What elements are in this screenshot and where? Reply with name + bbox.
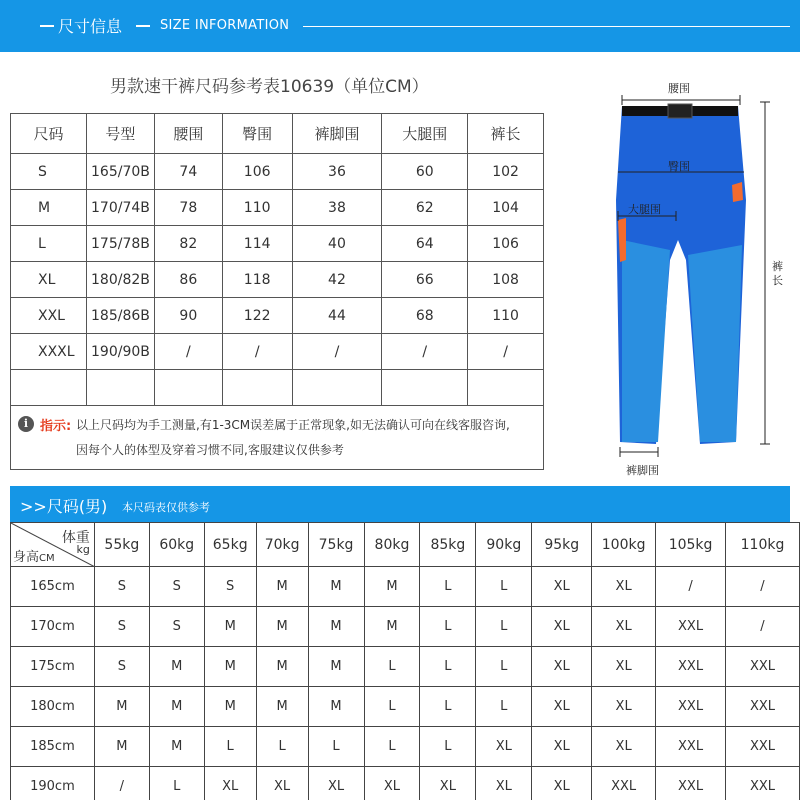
size-table-row — [11, 154, 544, 190]
weight-header: 100kg — [592, 523, 656, 567]
fit-size-cell: M — [94, 727, 149, 767]
length-label: 裤长 — [772, 260, 783, 287]
section-title: >>尺码(男) — [20, 497, 108, 516]
note-label: 指示: — [40, 419, 72, 434]
size-table-title: 男款速干裤尺码参考表10639（单位CM） — [110, 77, 429, 97]
size-table-cell: 108 — [468, 262, 544, 298]
size-table-header-row — [11, 114, 544, 154]
size-table-cell: 110 — [468, 298, 544, 334]
fit-size-cell: S — [94, 647, 149, 687]
fit-size-cell: XL — [532, 767, 592, 800]
fit-size-cell: M — [364, 567, 420, 607]
note-box — [10, 400, 544, 470]
size-table-cell: 40 — [292, 226, 382, 262]
size-table-header: 臀围 — [222, 114, 292, 154]
fit-size-cell: M — [364, 607, 420, 647]
fit-size-cell: M — [308, 687, 364, 727]
orange-accent-right — [732, 182, 743, 202]
fit-table-row — [11, 687, 800, 727]
fit-size-cell: S — [94, 607, 149, 647]
size-table-cell: XL — [11, 262, 87, 298]
fit-size-cell: L — [149, 767, 204, 800]
fit-size-cell: / — [656, 567, 726, 607]
weight-unit: kg — [76, 543, 90, 556]
size-table-cell: 102 — [468, 154, 544, 190]
fit-size-cell: L — [476, 607, 532, 647]
pants-illustration — [560, 70, 800, 480]
note-text-line2: 因每个人的体型及穿着习惯不同,客服建议仅供参考 — [76, 443, 344, 457]
size-table-cell: 62 — [382, 190, 468, 226]
fit-size-cell: XL — [476, 767, 532, 800]
size-table-cell: 122 — [222, 298, 292, 334]
size-table-cell: XXL — [11, 298, 87, 334]
fit-size-cell: M — [308, 607, 364, 647]
fit-size-cell: L — [476, 687, 532, 727]
fit-size-cell: L — [476, 567, 532, 607]
fit-size-cell: / — [726, 567, 800, 607]
weight-header: 55kg — [94, 523, 149, 567]
fit-size-cell: L — [256, 727, 308, 767]
fit-size-cell: L — [364, 687, 420, 727]
height-cell: 180cm — [11, 687, 95, 727]
header-dash-right — [136, 25, 150, 27]
height-cell: 175cm — [11, 647, 95, 687]
fit-size-cell: L — [420, 647, 476, 687]
size-table-cell: / — [382, 334, 468, 370]
size-table-cell: L — [11, 226, 87, 262]
size-table-cell: 82 — [154, 226, 222, 262]
size-table-cell: 74 — [154, 154, 222, 190]
fit-size-cell: XXL — [726, 687, 800, 727]
fit-size-cell: L — [308, 727, 364, 767]
height-label-text: 身高 — [13, 550, 40, 565]
fit-table-row — [11, 767, 800, 800]
fit-table-row — [11, 647, 800, 687]
fit-size-cell: XXL — [656, 727, 726, 767]
size-table-cell: / — [154, 334, 222, 370]
fit-size-cell: M — [204, 687, 256, 727]
height-cell: 185cm — [11, 727, 95, 767]
section-banner — [10, 486, 790, 522]
fit-size-cell: L — [420, 687, 476, 727]
size-table-cell: 44 — [292, 298, 382, 334]
fit-size-cell: S — [204, 567, 256, 607]
fit-size-cell: XXL — [656, 687, 726, 727]
weight-header: 85kg — [420, 523, 476, 567]
right-leg-panel — [688, 245, 742, 442]
size-table-cell: 118 — [222, 262, 292, 298]
fit-size-cell: XL — [308, 767, 364, 800]
size-table — [10, 113, 544, 406]
thigh-label: 大腿围 — [628, 203, 661, 216]
size-table-cell: M — [11, 190, 87, 226]
fit-size-cell: M — [149, 647, 204, 687]
height-cell: 170cm — [11, 607, 95, 647]
size-table-cell: 114 — [222, 226, 292, 262]
size-table-cell: 185/86B — [86, 298, 154, 334]
height-label — [13, 546, 55, 565]
size-table-cell: 110 — [222, 190, 292, 226]
fit-table-header-row — [11, 523, 800, 567]
fit-size-cell: S — [94, 567, 149, 607]
fit-size-cell: XXL — [726, 727, 800, 767]
fit-size-cell: XL — [532, 647, 592, 687]
size-table-cell: 165/70B — [86, 154, 154, 190]
size-table-header: 尺码 — [11, 114, 87, 154]
size-table-cell: 175/78B — [86, 226, 154, 262]
fit-size-cell: XL — [420, 767, 476, 800]
fit-size-cell: XL — [256, 767, 308, 800]
fit-size-cell: S — [149, 567, 204, 607]
weight-header: 95kg — [532, 523, 592, 567]
fit-size-cell: M — [308, 647, 364, 687]
fit-size-cell: L — [364, 727, 420, 767]
left-leg-panel — [622, 240, 670, 442]
header-rule — [303, 26, 790, 27]
fit-size-cell: XL — [532, 567, 592, 607]
fit-size-cell: XL — [592, 687, 656, 727]
weight-header: 60kg — [149, 523, 204, 567]
fit-size-cell: L — [420, 607, 476, 647]
size-table-cell: S — [11, 154, 87, 190]
section-subtitle: 本尺码表仅供参考 — [122, 501, 210, 514]
header-dash-left — [40, 25, 54, 27]
size-table-cell: / — [222, 334, 292, 370]
fit-size-cell: XXL — [656, 767, 726, 800]
fit-size-cell: L — [204, 727, 256, 767]
fit-size-cell: XL — [204, 767, 256, 800]
fit-size-cell: M — [204, 607, 256, 647]
size-table-cell: 170/74B — [86, 190, 154, 226]
fit-size-cell: M — [308, 567, 364, 607]
waist-label: 腰围 — [668, 82, 690, 95]
size-table-row — [11, 262, 544, 298]
size-table-header: 大腿围 — [382, 114, 468, 154]
fit-size-cell: XXL — [592, 767, 656, 800]
size-table-row — [11, 226, 544, 262]
size-table-cell: 104 — [468, 190, 544, 226]
size-table-cell: 86 — [154, 262, 222, 298]
size-table-header: 腰围 — [154, 114, 222, 154]
fit-size-cell: XL — [476, 727, 532, 767]
fit-size-cell: XXL — [726, 767, 800, 800]
weight-header: 110kg — [726, 523, 800, 567]
pants-diagram — [560, 70, 800, 480]
fit-size-cell: S — [149, 607, 204, 647]
fit-size-cell: XL — [592, 607, 656, 647]
header-banner — [0, 0, 800, 52]
fit-size-cell: / — [726, 607, 800, 647]
fit-size-cell: L — [476, 647, 532, 687]
info-icon: i — [18, 416, 34, 432]
weight-header: 65kg — [204, 523, 256, 567]
height-cell: 190cm — [11, 767, 95, 800]
fit-size-cell: M — [256, 567, 308, 607]
header-title-cn: 尺寸信息 — [58, 17, 123, 36]
hip-label: 臀围 — [668, 160, 690, 173]
size-table-header: 号型 — [86, 114, 154, 154]
fit-table-row — [11, 607, 800, 647]
fit-size-cell: L — [420, 567, 476, 607]
weight-header: 75kg — [308, 523, 364, 567]
hem-label: 裤脚围 — [626, 464, 659, 477]
size-table-cell: 180/82B — [86, 262, 154, 298]
fit-size-cell: XL — [532, 727, 592, 767]
size-table-cell: 106 — [468, 226, 544, 262]
fit-size-cell: XXL — [726, 647, 800, 687]
weight-header: 80kg — [364, 523, 420, 567]
size-table-header: 裤长 — [468, 114, 544, 154]
size-table-cell: / — [468, 334, 544, 370]
size-table-cell: 38 — [292, 190, 382, 226]
size-table-cell: 68 — [382, 298, 468, 334]
size-table-cell: 60 — [382, 154, 468, 190]
fit-size-cell: / — [94, 767, 149, 800]
fit-size-cell: XL — [592, 567, 656, 607]
weight-label: 体重 — [61, 530, 90, 546]
size-table-cell: XXXL — [11, 334, 87, 370]
size-table-cell: / — [292, 334, 382, 370]
height-cell: 165cm — [11, 567, 95, 607]
fit-size-cell: M — [149, 727, 204, 767]
fit-table — [10, 522, 800, 800]
height-unit: CM — [39, 553, 55, 564]
fit-size-cell: XL — [532, 687, 592, 727]
header-title-en: SIZE INFORMATION — [160, 18, 290, 33]
size-table-header: 裤脚围 — [292, 114, 382, 154]
note-text-line1: 以上尺码均为手工测量,有1-3CM误差属于正常现象,如无法确认可向在线客服咨询, — [76, 418, 510, 432]
size-table-row — [11, 334, 544, 370]
fit-size-cell: M — [256, 607, 308, 647]
fit-size-cell: XXL — [656, 647, 726, 687]
size-table-cell: 36 — [292, 154, 382, 190]
size-table-cell: 42 — [292, 262, 382, 298]
fit-size-cell: M — [149, 687, 204, 727]
fit-table-row — [11, 727, 800, 767]
fit-size-cell: XL — [364, 767, 420, 800]
fit-size-cell: XL — [592, 647, 656, 687]
weight-header: 105kg — [656, 523, 726, 567]
size-table-row — [11, 190, 544, 226]
fit-size-cell: M — [256, 647, 308, 687]
weight-header: 90kg — [476, 523, 532, 567]
size-table-cell: 64 — [382, 226, 468, 262]
fit-size-cell: XL — [592, 727, 656, 767]
fit-size-cell: XXL — [656, 607, 726, 647]
size-table-row — [11, 298, 544, 334]
size-table-cell: 66 — [382, 262, 468, 298]
fit-table-row — [11, 567, 800, 607]
size-table-cell: 78 — [154, 190, 222, 226]
size-table-cell: 106 — [222, 154, 292, 190]
fit-size-cell: L — [364, 647, 420, 687]
fit-size-cell: XL — [532, 607, 592, 647]
fit-size-cell: M — [204, 647, 256, 687]
belt-buckle — [668, 104, 692, 118]
fit-size-cell: L — [420, 727, 476, 767]
fit-table-corner — [11, 523, 95, 567]
size-table-cell: 190/90B — [86, 334, 154, 370]
weight-header: 70kg — [256, 523, 308, 567]
fit-size-cell: M — [94, 687, 149, 727]
size-table-cell: 90 — [154, 298, 222, 334]
fit-size-cell: M — [256, 687, 308, 727]
